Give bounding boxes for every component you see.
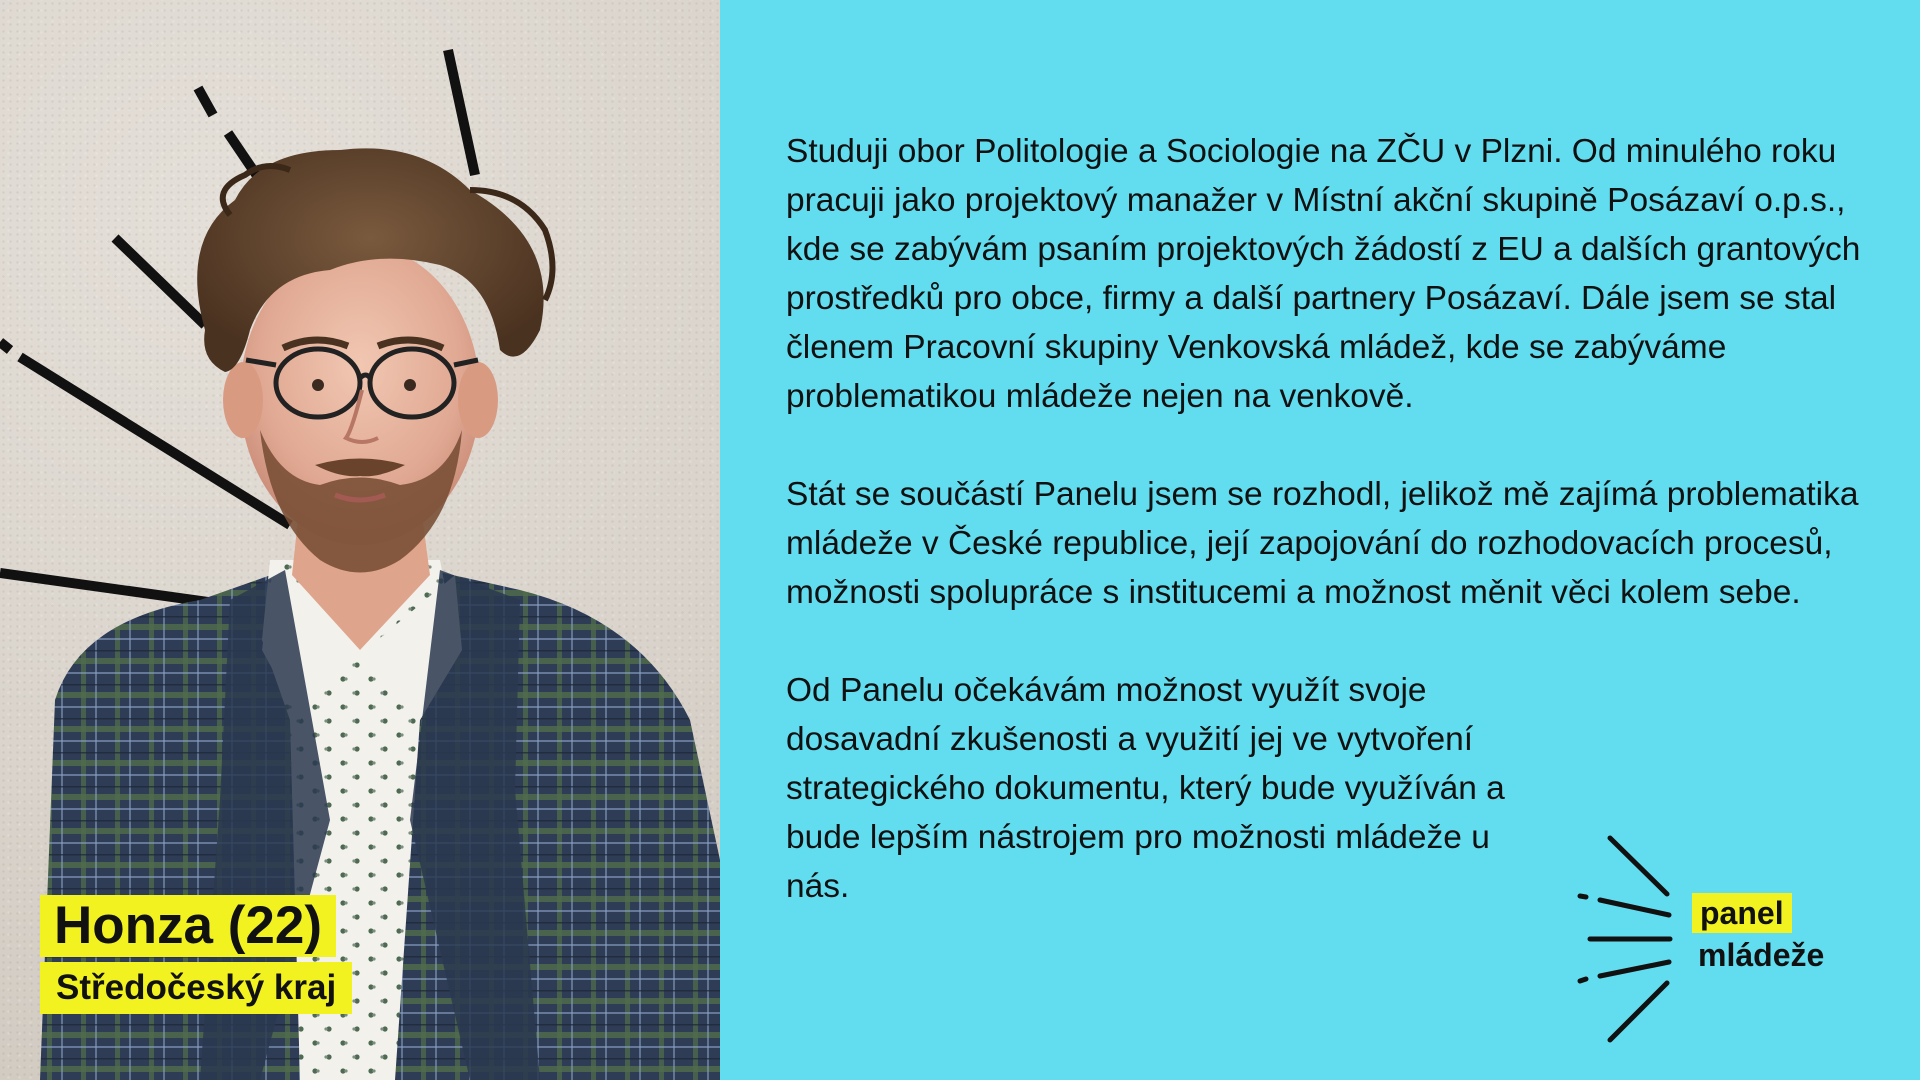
name-label: Honza (22)	[40, 895, 336, 957]
bio-paragraph-1: Studuji obor Politologie a Sociologie na ZČU v Plzni. Od minulého roku pracuji jako projektový manažer v Místní akční skupině Posázaví o.p.s., kde se zabývám psaním projektových žádostí z EU a dalších grantových prostředků pro obce, firmy a další partnery Posázaví. Dále jsem se stal členem Pracovní skupiny Venkovská mládež, kde se zabýváme problematikou mládeže nejen na venkově.	[786, 133, 1861, 415]
logo-word-panel: panel	[1692, 893, 1792, 933]
logo-text	[1692, 893, 1824, 975]
bio-paragraph-2: Stát se součástí Panelu jsem se rozhodl, jelikož mě zajímá problematika mládeže v České republice, její zapojování do rozhodovacích procesů, možnosti spolupráce s institucemi a možnost měnit věci kolem sebe.	[786, 476, 1859, 611]
bio-paragraph-3: Od Panelu očekávám možnost využít svoje dosavadní zkušenosti a využití jej ve vytvoření strategického dokumentu, který bude využíván a bude lepším nástrojem pro možnosti mládeže u nás.	[786, 672, 1505, 905]
region-label: Středočeský kraj	[40, 962, 352, 1014]
logo-word-mladeze: mládeže	[1698, 937, 1825, 973]
